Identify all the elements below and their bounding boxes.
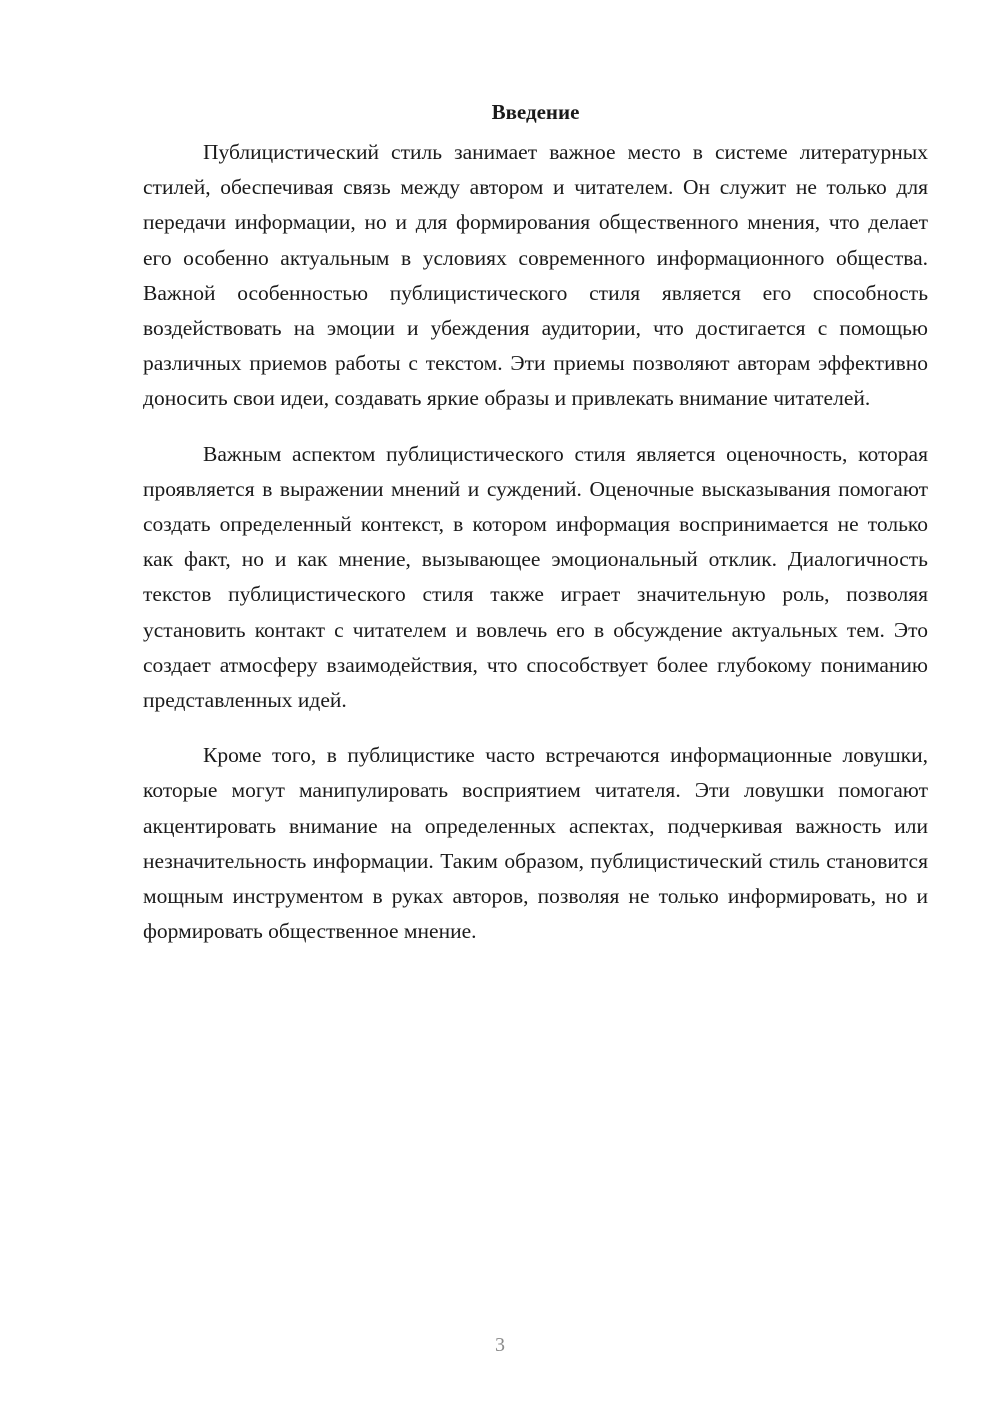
paragraph-1: Публицистический стиль занимает важное место в системе литературных стилей, обеспечивая связь между автором и читателем. Он служит не только для передачи информации, но и для формирования общественного мнения, что делает его особенно актуальным в условиях современного информационного общества. Важной особенностью публицистического стиля является его способность воздействовать на эмоции и убеждения аудитории, что достигается с помощью различных приемов работы с текстом. Эти приемы позволяют авторам эффективно доносить свои идеи, создавать яркие образы и привлекать внимание читателей. xyxy=(143,140,928,411)
page-number: 3 xyxy=(495,1334,505,1356)
page-content xyxy=(143,97,928,969)
section-title: Введение xyxy=(491,100,580,124)
paragraph-2: Важным аспектом публицистического стиля является оценочность, которая проявляется в выражении мнений и суждений. Оценочные высказывания помогают создать определенный контекст, в котором информация воспринимается не только как факт, но и как мнение, вызывающее эмоциональный отклик. Диалогичность текстов публицистического стиля также играет значительную роль, позволяя установить контакт с читателем и вовлечь его в обсуждение актуальных тем. Это создает атмосферу взаимодействия, что способствует более глубокому пониманию представленных идей. xyxy=(143,441,928,713)
paragraph-3: Кроме того, в публицистике часто встречаются информационные ловушки, которые могут манипулировать восприятием читателя. Эти ловушки помогают акцентировать внимание на определенных аспектах, подчеркивая важность или незначительность информации. Таким образом, публицистический стиль становится мощным инструментом в руках авторов, позволяя не только информировать, но и формировать общественное мнение. xyxy=(143,743,928,944)
